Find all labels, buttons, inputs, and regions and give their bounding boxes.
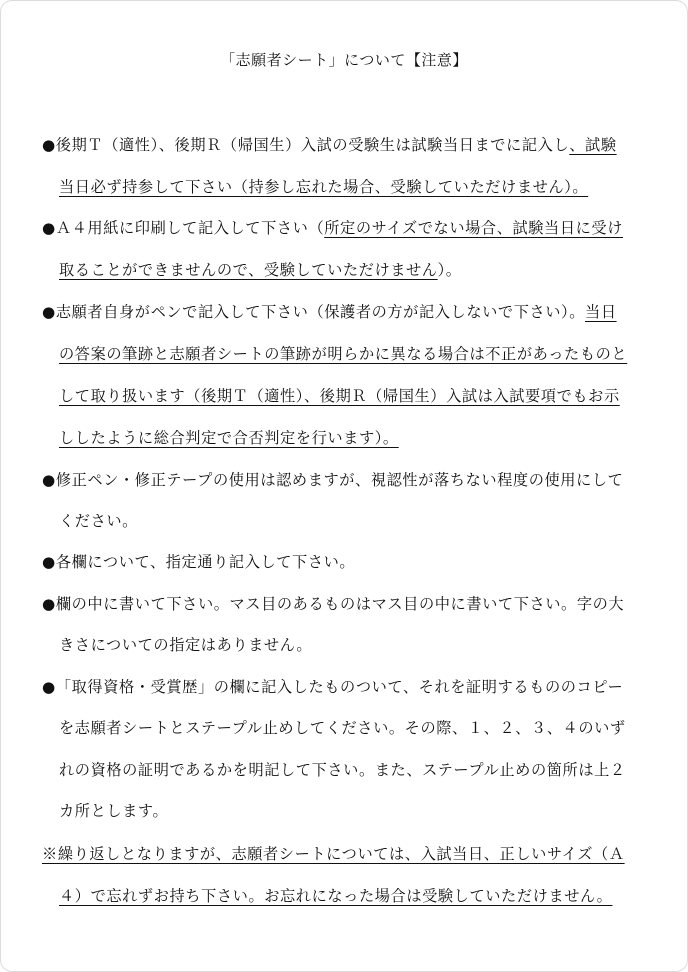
note-3-line-1 <box>42 301 617 323</box>
note-7-line-1: ●「取得資格・受賞歴」の欄に記入したものついて、それを証明するもののコピー <box>42 678 624 696</box>
note-2-closing: ）。 <box>437 261 462 279</box>
note-2-text: ●Ａ４用紙に印刷して記入して下さい（ <box>42 219 325 237</box>
note-1-line-2: 当日必ず持参して下さい（持参し忘れた場合、受験していただけません）。 <box>59 178 589 196</box>
note-3-text: ●志願者自身がペンで記入して下さい（保護者の方が記入しないで下さい）。 <box>42 303 586 321</box>
note-3-underlined-text: 当日 <box>585 303 617 321</box>
note-2-line-1 <box>42 217 623 239</box>
note-2-underlined-continuation: 取ることができませんので、受験していただけません <box>59 261 438 279</box>
note-5-line-1: ●各欄について、指定通り記入して下さい。 <box>42 553 356 571</box>
reminder-line-1: ※繰り返しとなりますが、志願者シートについては、入試当日、正しいサイズ（Ａ <box>42 845 625 863</box>
page-title: 「志願者シート」について【注意】 <box>220 51 468 69</box>
note-7-line-2: を志願者シートとステープル止めしてください。その際、１、２、３、４のいず <box>59 719 626 737</box>
note-4-line-2: ください。 <box>59 512 138 530</box>
reminder-line-2: ４）で忘れずお持ち下さい。お忘れになった場合は受験していただけません。 <box>59 887 613 905</box>
note-1-underlined-text: 、試験 <box>569 136 617 154</box>
note-4-line-1: ●修正ペン・修正テープの使用は認めますが、視認性が落ちない程度の使用にして <box>42 471 624 489</box>
note-1-text: ●後期Ｔ（適性）、後期Ｒ（帰国生）入試の受験生は試験当日までに記入し <box>42 136 570 154</box>
note-7-line-3: れの資格の証明であるかを明記して下さい。また、ステープル止めの箇所は上２ <box>59 761 626 779</box>
note-2-line-2 <box>59 259 462 281</box>
note-7-line-4: カ所とします。 <box>59 802 169 820</box>
note-3-line-3: して取り扱います（後期Ｔ（適性）、後期Ｒ（帰国生）入試は入試要項でもお示 <box>59 387 620 405</box>
note-6-line-2: きさについての指定はありません。 <box>59 636 313 654</box>
note-3-line-4: ししたように総合判定で合否判定を行います）。 <box>59 429 399 447</box>
note-2-underlined-text: 所定のサイズでない場合、試験当日に受け <box>324 219 623 237</box>
note-1-line-1 <box>42 134 617 156</box>
note-6-line-1: ●欄の中に書いて下さい。マス目のあるものはマス目の中に書いて下さい。字の大 <box>42 595 625 613</box>
note-3-line-2: の答案の筆跡と志願者シートの筆跡が明らかに異なる場合は不正があったものと <box>59 345 628 363</box>
